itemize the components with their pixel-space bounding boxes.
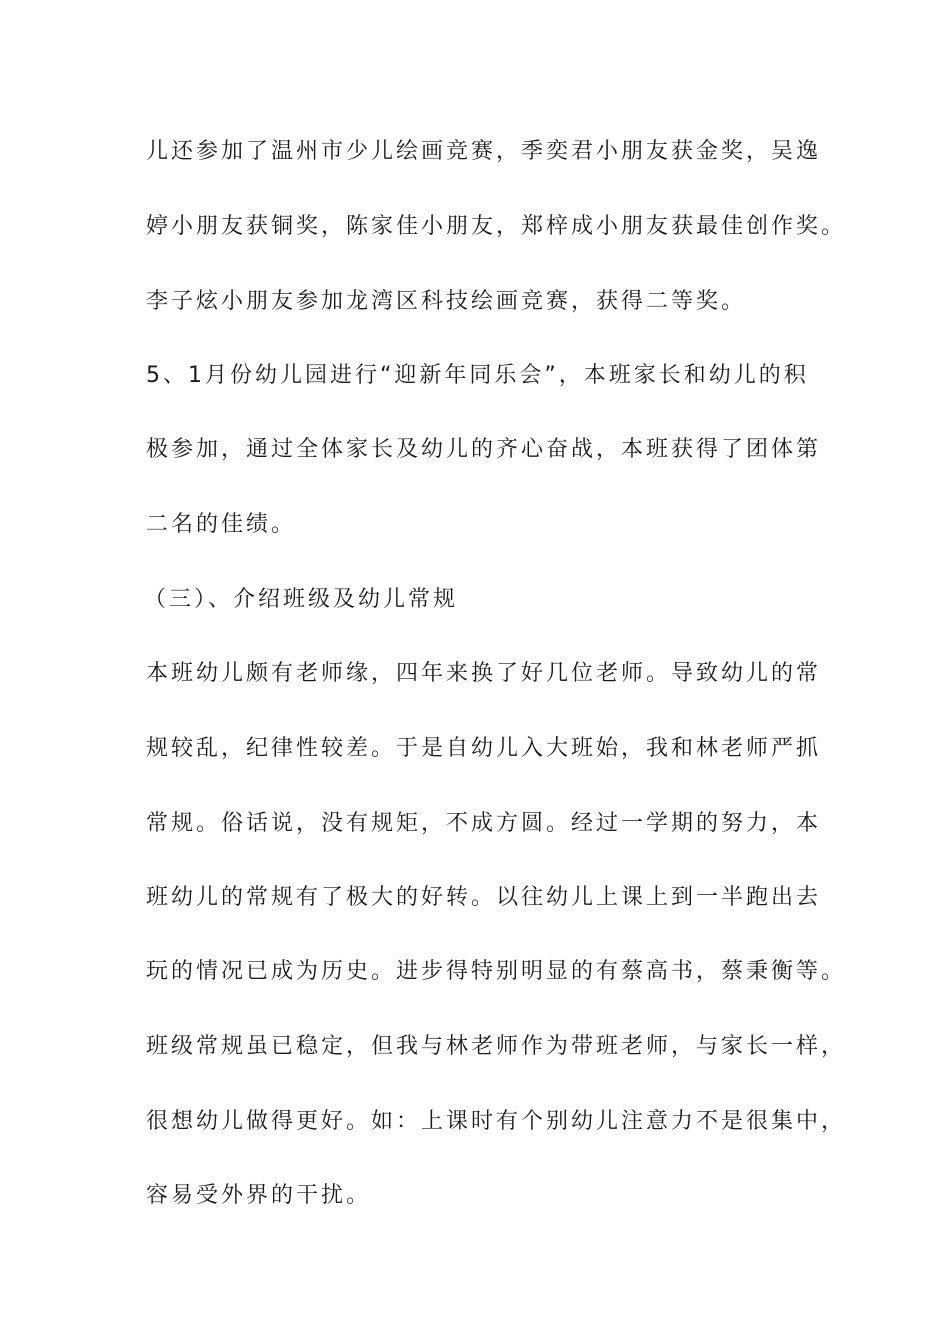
text-line-12: 玩的情况已成为历史。进步得特别明显的有蔡高书，蔡秉衡等。	[146, 959, 847, 984]
text-line-2: 婷小朋友获铜奖，陈家佳小朋友，郑梓成小朋友获最佳创作奖。	[146, 214, 847, 239]
text-line-14: 很想幼儿做得更好。如：上课时有个别幼儿注意力不是很集中，	[146, 1109, 847, 1134]
text-line-4: 5、1月份幼儿园进行“迎新年同乐会”，本班家长和幼儿的积	[146, 363, 809, 388]
text-line-9: 规较乱，纪律性较差。于是自幼儿入大班始，我和林老师严抓	[146, 736, 822, 761]
text-line-1: 儿还参加了温州市少儿绘画竞赛，季奕君小朋友获金奖，吴逸	[146, 139, 822, 164]
text-line-5: 极参加，通过全体家长及幼儿的齐心奋战，本班获得了团体第	[146, 437, 822, 462]
text-line-11: 班幼儿的常规有了极大的好转。以往幼儿上课上到一半跑出去	[146, 885, 822, 910]
text-line-10: 常规。俗话说，没有规矩，不成方圆。经过一学期的努力，本	[146, 811, 822, 836]
section-heading: （三）、介绍班级及幼儿常规	[144, 587, 459, 612]
text-line-13: 班级常规虽已稳定，但我与林老师作为带班老师，与家长一样，	[146, 1034, 847, 1059]
text-line-15: 容易受外界的干扰。	[146, 1183, 372, 1208]
text-line-8: 本班幼儿颇有老师缘，四年来换了好几位老师。导致幼儿的常	[146, 661, 822, 686]
text-line-6: 二名的佳绩。	[146, 512, 297, 537]
text-line-3: 李子炫小朋友参加龙湾区科技绘画竞赛，获得二等奖。	[146, 289, 747, 314]
